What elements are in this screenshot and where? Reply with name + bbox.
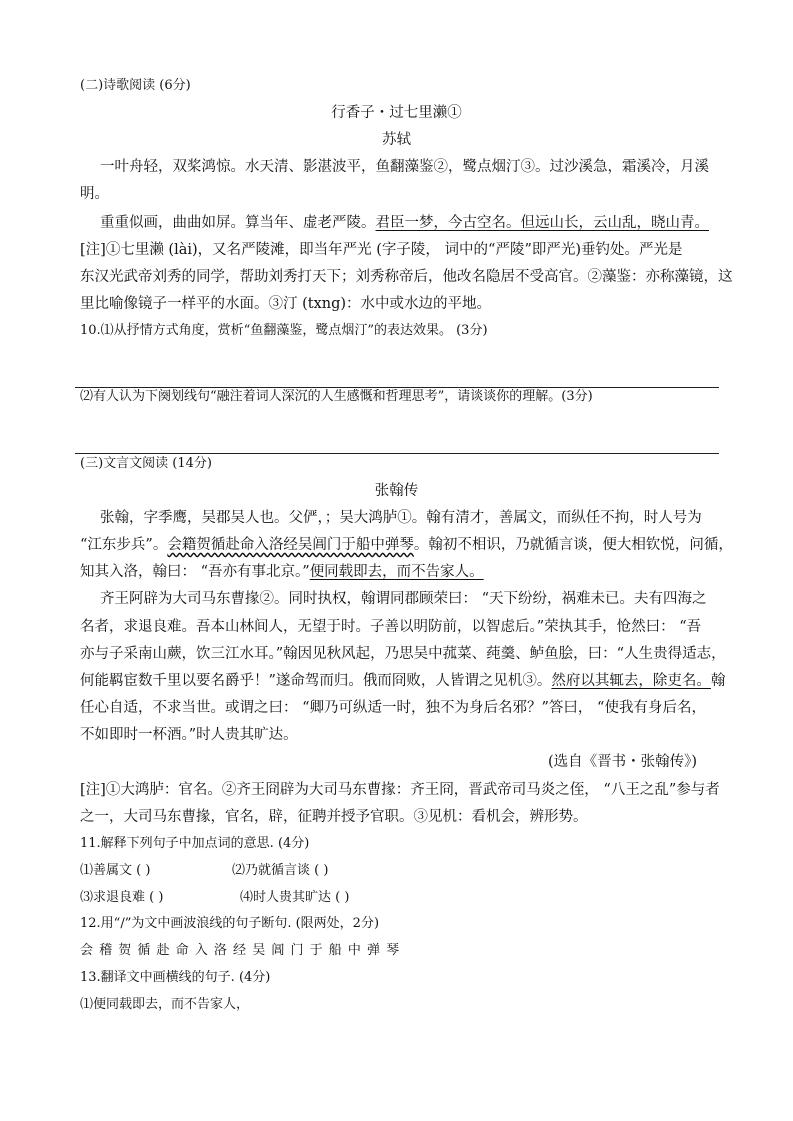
poem-line-underlined bbox=[100, 213, 709, 233]
passage-title: 张翰传 bbox=[374, 483, 419, 499]
question-11: 11.解释下列句子中加点词的意思. (4分) bbox=[80, 836, 310, 851]
question-10-1: 10.⑴从抒情方式角度，赏析“鱼翻藻鉴，鹭点烟汀”的表达效果。 (3分) bbox=[80, 323, 488, 338]
passage-text: “江东步兵”。 bbox=[80, 537, 168, 553]
question-11-a: ⑴善属文 ( ) bbox=[80, 863, 151, 878]
poem-author: 苏轼 bbox=[382, 132, 411, 148]
passage-text: 知其入洛，翰曰： “吾亦有事北京。” bbox=[80, 564, 310, 580]
passage-line: 名者，求退良难。吾本山林间人，无望于时。子善以明防前，以智虑后。”荣执其手，怆然曰： “吾 bbox=[80, 619, 702, 635]
poem-note: 里比喻像镜子一样平的水面。③汀 (txng)：水中或水边的平地。 bbox=[80, 296, 492, 312]
passage-line: 齐王阿辟为大司马东曹掾②。同时执权，翰谓同郡顾荣曰： “天下纷纷，祸难未已。夫有四海之 bbox=[100, 591, 707, 607]
passage-line bbox=[80, 671, 725, 691]
poem-line-text: 重重似画，曲曲如屏。算当年、虚老严陵。 bbox=[100, 215, 376, 231]
wavy-underlined-sentence: 会籍贺循赴命入洛经吴阊门于船中弹琴 bbox=[167, 537, 414, 553]
passage-note: [注]①大鸿胪：官名。②齐王冏辟为大司马东曹掾：齐王冏，晋武帝司马炎之侄， “八王之乱”参与者 bbox=[80, 782, 720, 798]
passage-text: 何能羁宦数千里以要名爵乎！”遂命驾而归。俄而冏败，人皆谓之见机③。 bbox=[80, 673, 552, 689]
question-12: 12.用“/”为文中画波浪线的句子断句. (限两处，2分) bbox=[80, 916, 380, 931]
poem-line: 明。 bbox=[80, 186, 109, 202]
poem-line: 一叶舟轻，双桨鸿惊。水天清、影湛波平，鱼翻藻鉴②，鹭点烟汀③。过沙溪急，霜溪冷，月溪 bbox=[100, 159, 709, 175]
passage-note: 之一，大司马东曹掾，官名，辟，征聘并授予官职。③见机：看机会，辨形势。 bbox=[80, 809, 588, 825]
question-13: 13.翻译文中画横线的句子. (4分) bbox=[80, 970, 271, 985]
section-header-classical: (三)文言文阅读 (14分) bbox=[80, 456, 212, 471]
passage-line: 亦与子采南山蕨，饮三江水耳。”翰因见秋风起，乃思吴中菰菜、莼羹、鲈鱼脍，曰：“人生贵得适志， bbox=[80, 646, 726, 662]
question-10-2: ⑵有人认为下阕划线句“融注着词人深沉的人生感慨和哲理思考”，请谈谈你的理解。(3分) bbox=[80, 389, 593, 404]
passage-line bbox=[80, 562, 484, 582]
question-13-1: ⑴便同载即去，而不告家人， bbox=[80, 997, 250, 1012]
question-11-c: ⑶求退良难 ( ) bbox=[80, 890, 164, 905]
question-12-sentence: 会 稽 贺 循 赴 命 入 洛 经 吴 阊 门 于 船 中 弹 琴 bbox=[80, 943, 400, 958]
poem-note: 东汉光武帝刘秀的同学，帮助刘秀打天下；刘秀称帝后，他改名隐居不受高官。②藻鉴：亦称藻镜，这 bbox=[80, 269, 733, 285]
question-11-d: ⑷时人贵其旷达 ( ) bbox=[240, 890, 350, 905]
poem-title: 行香子・过七里濑① bbox=[331, 105, 462, 121]
poem-note: [注]①七里濑 (lài)，又名严陵滩，即当年严光 (字子陵， 词中的“严陵”即严光)垂钓处。严光是 bbox=[80, 242, 683, 258]
passage-line: 张翰，字季鹰，吴郡吴人也。父俨，；吴大鸿胪①。翰有清才，善属文，而纵任不拘，时人号为 bbox=[100, 510, 702, 526]
section-header-poetry: (二)诗歌阅读 (6分) bbox=[80, 78, 191, 93]
underlined-sentence: 便同载即去，而不告家人。 bbox=[309, 564, 484, 580]
passage-line: 不如即时一杯酒。”时人贵其旷达。 bbox=[80, 727, 298, 743]
question-11-b: ⑵乃就循言谈 ( ) bbox=[232, 863, 329, 878]
underlined-sentence: 然府以其辄去，除吏名。 bbox=[551, 673, 711, 689]
passage-text: 翰 bbox=[710, 673, 726, 689]
passage-source: (选自《晋书・张翰传》) bbox=[548, 754, 698, 770]
underlined-sentence: 君臣一梦，今古空名。但远山长，云山乱，晓山青。 bbox=[375, 215, 709, 231]
passage-line: 任心自适，不求当世。或谓之曰： “卿乃可纵适一时，独不为身后名邪？”答曰， “使我有身后名， bbox=[80, 700, 706, 716]
passage-text: 。翰初不相识，乃就循言谈，便大相钦悦，问循， bbox=[413, 537, 733, 553]
passage-line bbox=[80, 535, 733, 555]
